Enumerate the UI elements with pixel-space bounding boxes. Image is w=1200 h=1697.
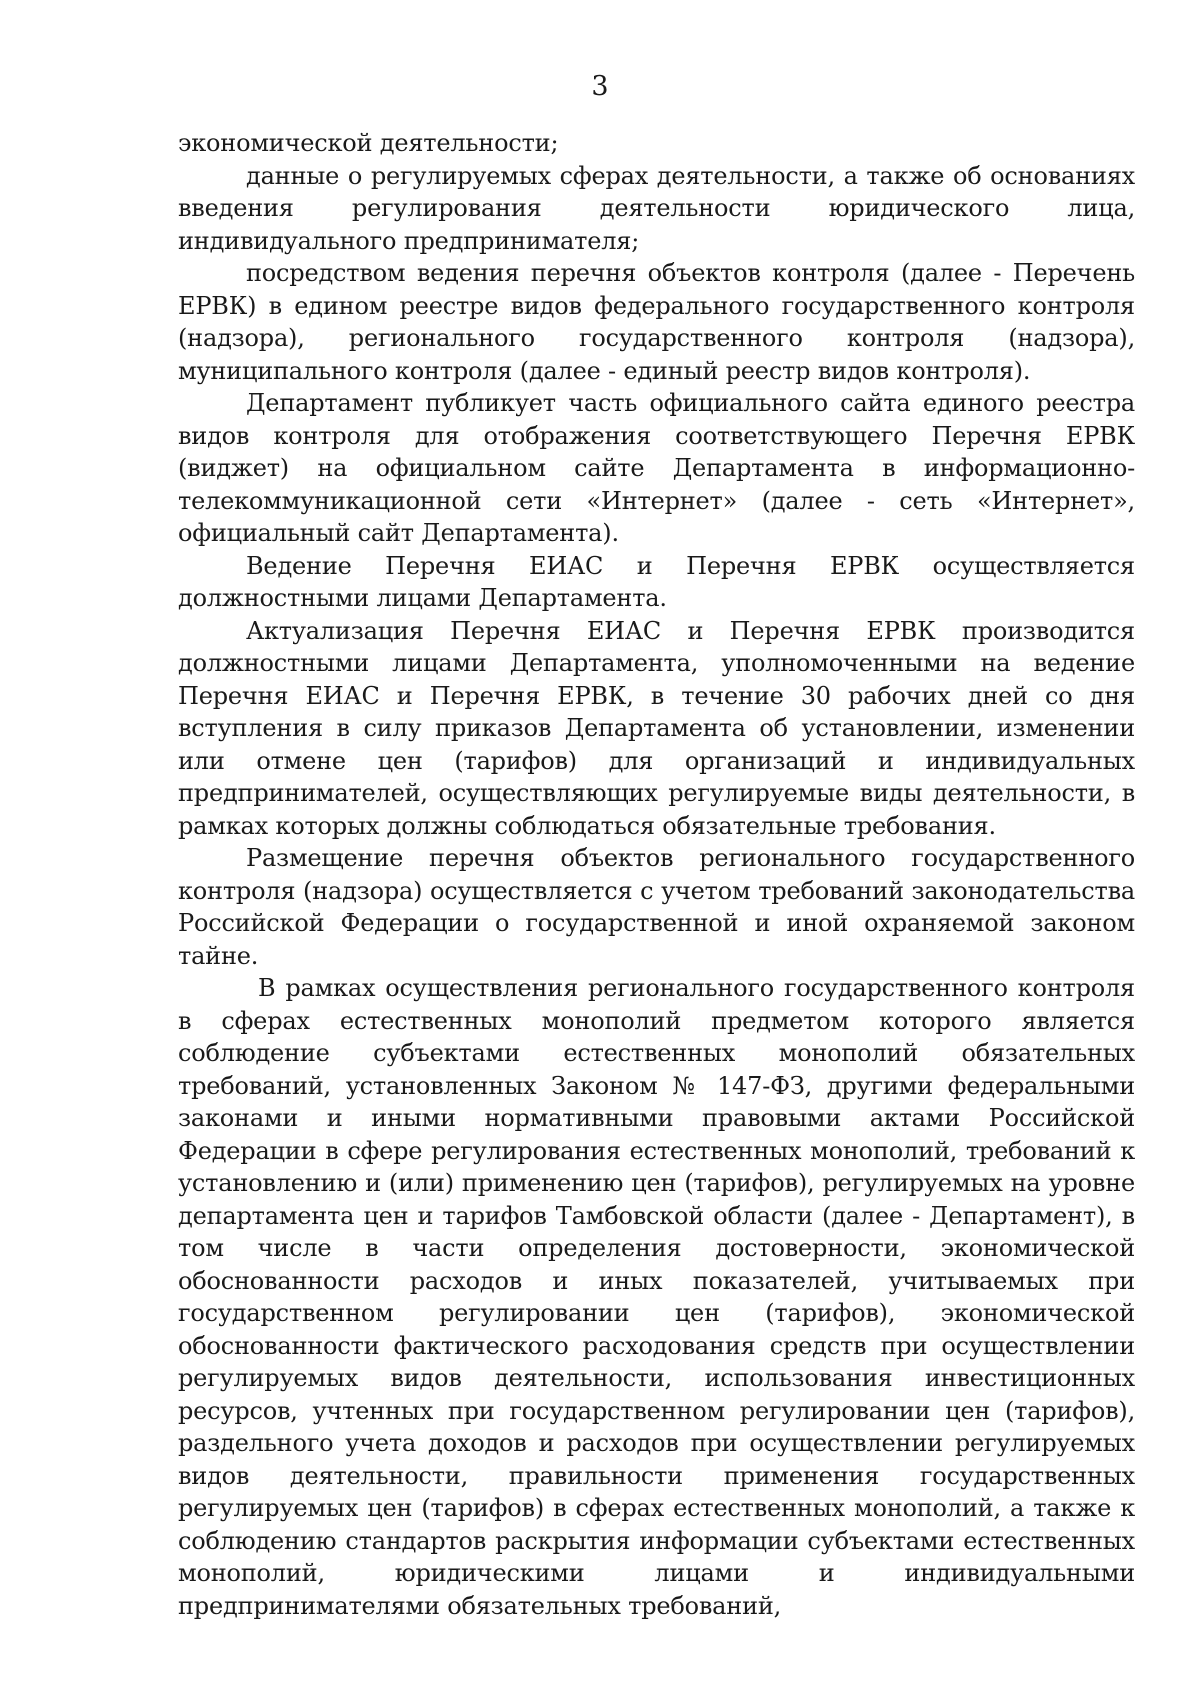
paragraph-regulated-spheres: данные о регулируемых сферах деятельности, а также об основаниях введения регулирования деятельности юридического лица, индивидуального предпринимателя;: [178, 161, 1135, 255]
page-number: 3: [591, 71, 609, 102]
paragraph-list-update: Актуализация Перечня ЕИАС и Перечня ЕРВК производится должностными лицами Департамента, уполномоченными на ведение Перечня ЕИАС и Перечня ЕРВК, в течение 30 рабочих дней со дня вступления в силу приказов Департамента об установлении, изменении или отмене цен (тарифов) для организаций и индивидуальных предпринимателей, осуществляющих регулируемые виды деятельности, в рамках которых должны соблюдаться обязательные требования.: [178, 616, 1135, 840]
paragraph-list-maintenance: Ведение Перечня ЕИАС и Перечня ЕРВК осуществляется должностными лицами Департамента.: [178, 551, 1135, 612]
paragraph-continuation: экономической деятельности;: [178, 129, 559, 157]
paragraph-widget-publication: Департамент публикует часть официального сайта единого реестра видов контроля для отображения соответствующего Перечня ЕРВК (виджет) на официальном сайте Департамента в информационно-телекоммуникационной сети «Интернет» (далее - сеть «Интернет», официальный сайт Департамента).: [178, 389, 1135, 547]
paragraph-ervk-list: посредством ведения перечня объектов контроля (далее - Перечень ЕРВК) в едином реестре видов федерального государственного контроля (надзора), регионального государственного контроля (надзора), муниципального контроля (далее - единый реестр видов контроля).: [178, 259, 1135, 385]
paragraph-secrecy: Размещение перечня объектов регионального государственного контроля (надзора) осуществляется с учетом требований законодательства Российской Федерации о государственной и иной охраняемой законом тайне.: [178, 844, 1135, 970]
document-body: [178, 127, 1135, 1622]
paragraph-regional-control: В рамках осуществления регионального государственного контроля в сферах естественных монополий предметом которого является соблюдение субъектами естественных монополий обязательных требований, установленных Законом № 147-ФЗ, другими федеральными законами и иными нормативными правовыми актами Российской Федерации в сфере регулирования естественных монополий, требований к установлению и (или) применению цен (тарифов), регулируемых на уровне департамента цен и тарифов Тамбовской области (далее - Департамент), в том числе в части определения достоверности, экономической обоснованности расходов и иных показателей, учитываемых при государственном регулировании цен (тарифов), экономической обоснованности фактического расходования средств при осуществлении регулируемых видов деятельности, использования инвестиционных ресурсов, учтенных при государственном регулировании цен (тарифов), раздельного учета доходов и расходов при осуществлении регулируемых видов деятельности, правильности применения государственных регулируемых цен (тарифов) в сферах естественных монополий, а также к соблюдению стандартов раскрытия информации субъектами естественных монополий, юридическими лицами и индивидуальными предпринимателями обязательных требований,: [178, 974, 1135, 1620]
